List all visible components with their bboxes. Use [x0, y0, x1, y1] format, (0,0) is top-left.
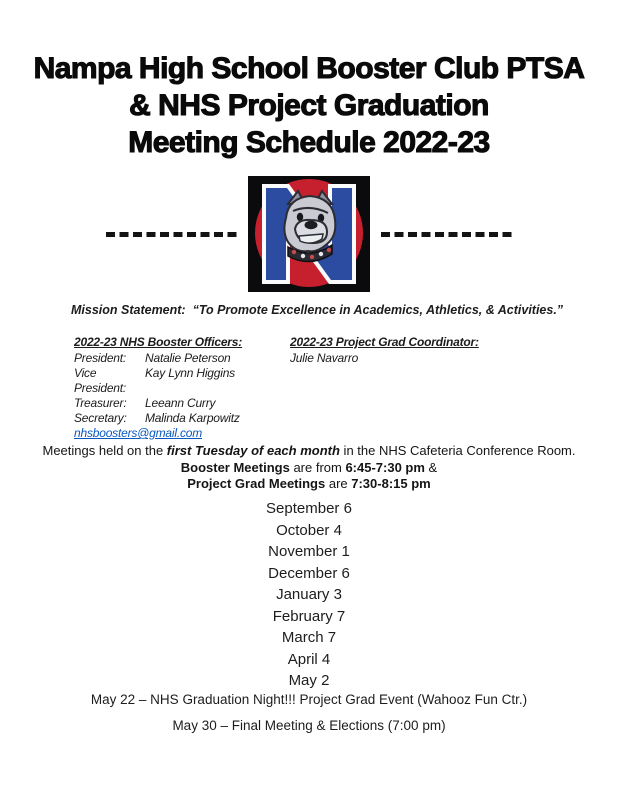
meeting-info-text: in the NHS Cafeteria Conference Room.	[339, 443, 576, 458]
mission-text: “To Promote Excellence in Academics, Athletics, & Activities.”	[192, 303, 564, 317]
email-link[interactable]: nhsboosters@gmail.com	[74, 426, 203, 440]
meeting-date: March 7	[281, 629, 337, 646]
meeting-info-line-3	[0, 476, 618, 493]
dashed-divider-left	[106, 232, 237, 237]
title-line-1: Nampa High School Booster Club PTSA	[33, 52, 585, 85]
officer-role: President:	[74, 351, 127, 365]
bulldog-head	[284, 191, 335, 251]
flyer-title	[0, 50, 618, 161]
meeting-info-text: are	[325, 476, 352, 491]
coordinator-name: Julie Navarro	[290, 351, 359, 365]
booster-officers-column	[74, 335, 290, 441]
officer-row	[74, 396, 290, 411]
meeting-date: September 6	[266, 500, 352, 517]
officer-row	[74, 351, 290, 366]
officer-role: Treasurer:	[74, 396, 127, 410]
logo-row	[0, 176, 618, 292]
meeting-time: 7:30-8:15 pm	[351, 476, 431, 491]
meeting-info-text: &	[424, 459, 438, 475]
officer-role: Vice President:	[74, 366, 127, 395]
officer-name: Leeann Curry	[145, 396, 216, 410]
meeting-date: May 2	[288, 672, 330, 689]
project-grad-column	[290, 335, 598, 441]
meeting-info-line-1	[0, 443, 618, 460]
officer-row	[74, 366, 290, 396]
booster-officers-heading: 2022-23 NHS Booster Officers:	[74, 335, 243, 349]
meeting-date: December 6	[268, 564, 350, 582]
people-section	[74, 335, 598, 441]
officer-name: Natalie Peterson	[145, 351, 231, 365]
meeting-date: April 4	[287, 650, 331, 668]
officer-role: Secretary:	[74, 411, 127, 425]
meeting-info	[0, 443, 618, 493]
project-grad-heading: 2022-23 Project Grad Coordinator:	[290, 335, 479, 349]
special-events	[0, 687, 618, 738]
meeting-info-line-2	[0, 460, 618, 477]
meeting-info-emphasis: Booster Meetings	[180, 459, 290, 475]
meeting-info-text: Meetings held on the	[42, 443, 167, 458]
officer-name: Malinda Karpowitz	[145, 411, 240, 425]
meeting-info-text: are from	[289, 459, 346, 475]
meeting-date: November 1	[268, 543, 350, 560]
meeting-info-emphasis: Project Grad Meetings	[187, 476, 326, 491]
meeting-date: January 3	[276, 586, 342, 603]
dashed-divider-right	[381, 232, 512, 237]
mission-statement	[71, 303, 598, 317]
meeting-date: October 4	[276, 521, 342, 539]
meeting-info-emphasis: first Tuesday of each month	[166, 443, 340, 458]
special-event: May 22 – NHS Graduation Night!!! Project Grad Event (Wahooz Fun Ctr.)	[90, 692, 528, 707]
title-line-3: Meeting Schedule 2022-23	[128, 126, 490, 159]
title-line-2: & NHS Project Graduation	[129, 89, 489, 122]
meeting-date: February 7	[272, 607, 346, 625]
officer-name: Kay Lynn Higgins	[145, 366, 235, 380]
meeting-dates-list	[0, 498, 618, 692]
school-bulldog-logo-icon	[248, 176, 370, 292]
officer-row	[74, 411, 290, 426]
meeting-time: 6:45-7:30 pm	[345, 459, 425, 475]
special-event: May 30 – Final Meeting & Elections (7:00 pm)	[172, 717, 446, 733]
mission-label: Mission Statement:	[71, 303, 186, 317]
